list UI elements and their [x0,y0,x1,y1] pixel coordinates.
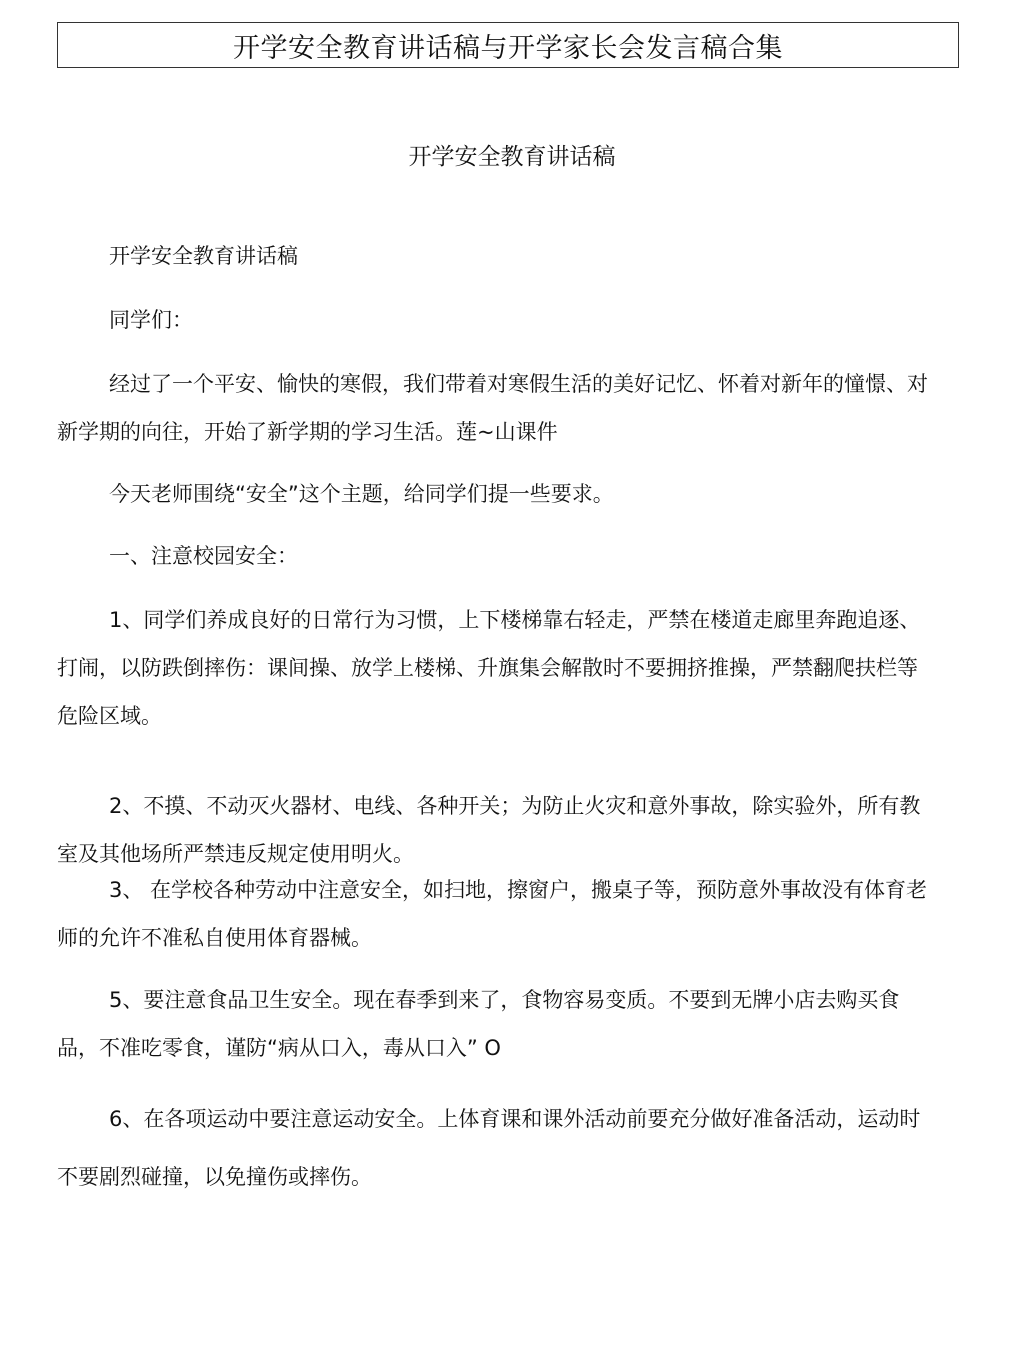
paragraph-intro: 经过了一个平安、愉快的寒假，我们带着对寒假生活的美好记忆、怀着对新年的憧憬、对新学期的向往，开始了新学期的学习生活。莲~山课件 [57,372,928,444]
paragraph-item-2: 2、不摸、不动灭火器材、电线、各种开关；为防止火灾和意外事故，除实验外，所有教室及其他场所严禁违反规定使用明火。 [57,794,921,866]
paragraph-item-6: 6、在各项运动中要注意运动安全。上体育课和课外活动前要充分做好准备活动，运动时不要剧烈碰撞，以免撞伤或摔伤。 [57,1107,921,1189]
section-title: 开学安全教育讲话稿 [408,144,616,170]
paragraph-item-5: 5、要注意食品卫生安全。现在春季到来了，食物容易变质。不要到无牌小店去购买食品，不准吃零食，谨防“病从口入，毒从口入” O [57,988,900,1060]
paragraph-item-1: 1、同学们养成良好的日常行为习惯，上下楼梯靠右轻走，严禁在楼道走廊里奔跑追逐、打闹，以防跌倒摔伤：课间操、放学上楼梯、升旗集会解散时不要拥挤推操，严禁翻爬扶栏等危险区域。 [57,608,921,728]
paragraph-theme: 今天老师围绕“安全”这个主题，给同学们提一些要求。 [109,482,614,506]
paragraph-section-heading: 一、注意校园安全： [109,544,298,568]
paragraph-greeting: 同学们： [109,308,193,332]
paragraph-heading: 开学安全教育讲话稿 [109,244,298,268]
document-title: 开学安全教育讲话稿与开学家长会发言稿合集 [57,22,959,68]
paragraph-item-3: 3、 在学校各种劳动中注意安全，如扫地，擦窗户，搬桌子等，预防意外事故没有体育老师的允许不准私自使用体育器械。 [57,878,928,950]
